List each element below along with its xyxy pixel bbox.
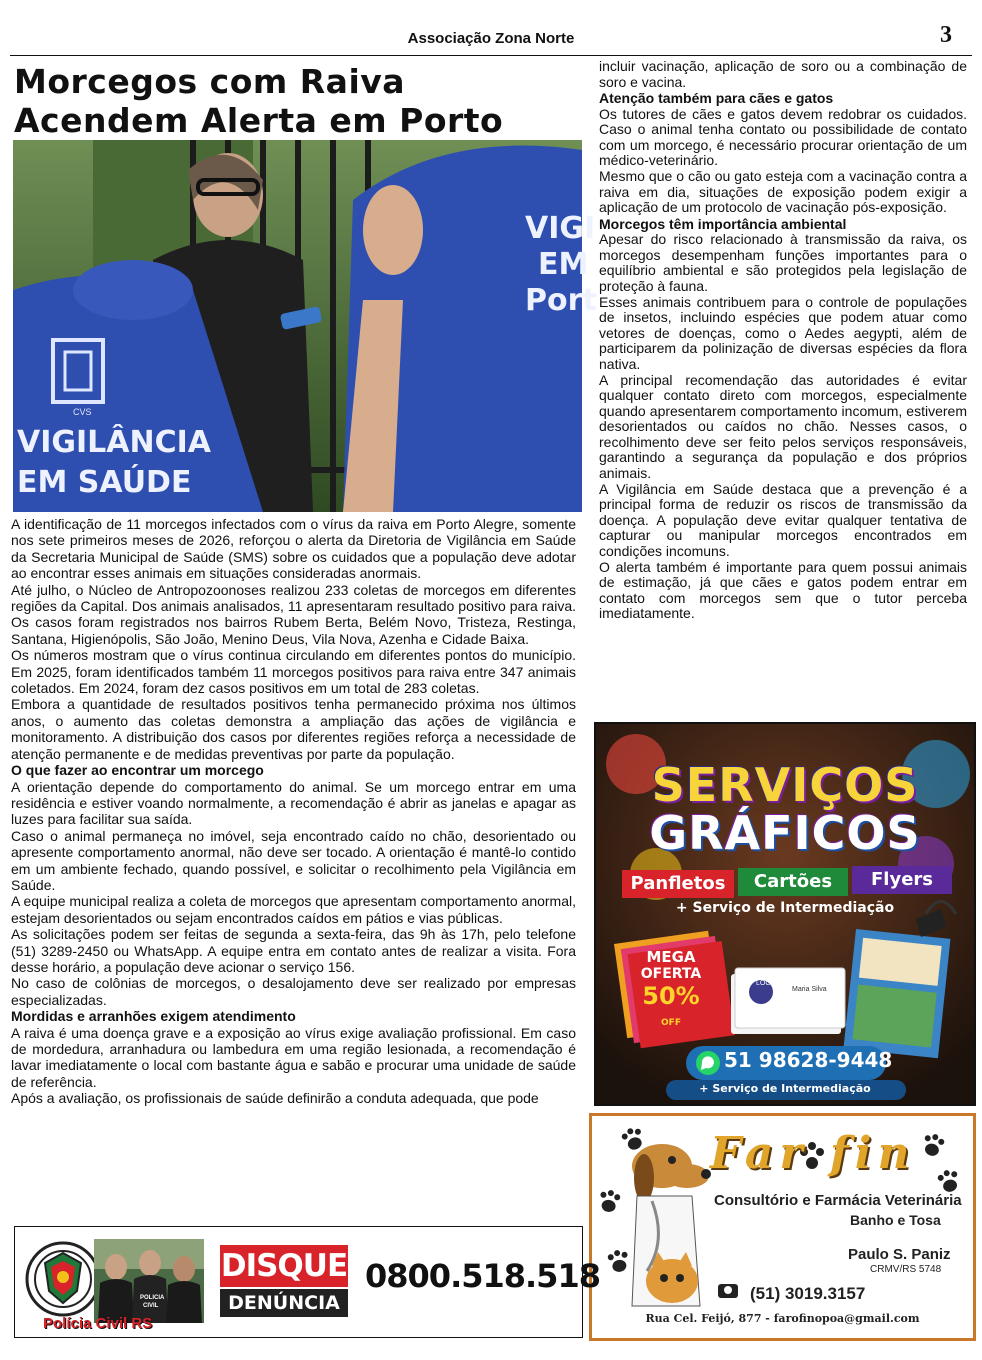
card-name: Maria Silva <box>792 986 827 993</box>
ad-graficos-phone[interactable]: 51 98628-9448 <box>724 1048 893 1072</box>
paragraph: incluir vacinação, aplicação de soro ou a combinação de soro e vacina. <box>599 58 967 90</box>
paragraph: As solicitações podem ser feitas de segunda a sexta-feira, das 9h às 17h, pelo telefone (51) 3289-2450 ou WhatsApp. A equipe entra em contato antes de realizar a visita. Fora desse horário, a população deve acionar o serviço 156. <box>11 926 576 975</box>
page-number: 3 <box>940 22 952 48</box>
officer-badge-2: CIVIL <box>143 1303 159 1309</box>
paragraph: A identificação de 11 morcegos infectados com o vírus da raiva em Porto Alegre, somente nos sete primeiros meses de 2026, reforçou o alerta da Diretoria de Vigilância em Saúde da Secretaria Municipal de Saúde (SMS) sobre os cuidados que a população deve adotar ao encontrar esses animais em situações consideradas anormais. <box>11 516 576 582</box>
ad-pill-panfletos: Panfletos <box>622 870 734 898</box>
promo-line-2: OFERTA <box>640 966 702 982</box>
vet-brand: Far fin <box>710 1128 916 1179</box>
article-body-column-1 <box>11 516 576 1107</box>
ad-graficos-title-1: SERVIÇOS <box>651 758 919 812</box>
photo-illustration <box>13 140 597 512</box>
ad-graficos-subtitle: + Serviço de Intermediação <box>675 900 895 916</box>
promo-badge <box>632 948 710 1038</box>
vet-phone[interactable]: (51) 3019.3157 <box>750 1284 866 1303</box>
officer-badge-1: POLICIA <box>140 1295 165 1301</box>
police-crest-icon <box>23 1239 103 1319</box>
paragraph: A principal recomendação das autoridades é evitar qualquer contato direto com morcegos, especialmente quando apresentarem comportamento incomum, estiverem desorientados ou caídos no chão. Nesses casos, o recolhimento deve ser feito pelos serviços responsáveis, garantindo a segurança da população e dos próprios animais. <box>599 371 967 482</box>
section-heading: O que fazer ao encontrar um morcego <box>11 762 264 779</box>
paragraph: A Vigilância em Saúde destaca que a prevenção é a principal forma de reduzir os riscos de transmissão da doença. A população deve evitar qualquer tentativa de capturar ou manipular morcegos encontrados em condições incomuns. <box>599 480 967 560</box>
header-rule <box>10 55 972 56</box>
section-heading: Atenção também para cães e gatos <box>599 90 834 107</box>
paragraph: Os números mostram que o vírus continua circulando em diferentes pontos do município. Em 2025, foram identificados também 11 morcegos positivos para raiva entre 347 animais coletados. Em 2024, foram dez casos positivos em um total de 283 coletas. <box>11 647 576 697</box>
ad-pill-cartoes: Cartões <box>738 868 848 896</box>
vet-crmv: CRMV/RS 5748 <box>870 1264 942 1275</box>
page-header <box>0 0 982 58</box>
promo-line-1: MEGA <box>646 948 696 966</box>
paragraph: Apesar do risco relacionado à transmissão da raiva, os morcegos desempenham funções importantes para o equilíbrio ambiental e são protegidos pela legislação de proteção à fauna. <box>599 231 967 294</box>
promo-line-4: OFF <box>661 1018 681 1028</box>
vet-name: Paulo S. Paniz <box>848 1246 951 1263</box>
disque-denuncia-banner[interactable] <box>14 1226 600 1338</box>
police-officers-photo <box>94 1239 204 1323</box>
photo-vest-text-3: VIGI <box>525 211 596 246</box>
paragraph: Após a avaliação, os profissionais de saúde definirão a conduta adequada, que pode <box>11 1090 539 1107</box>
paragraph: Esses animais contribuem para o controle de populações de insetos, incluindo espécies que podem atuar como vetores de doenças, como o Aedes aegypti, além de participarem da polinização de diversas espécies da flora nativa. <box>599 293 967 372</box>
photo-vest-text-5: Port <box>525 283 597 318</box>
ad-farofin[interactable] <box>589 1113 976 1341</box>
police-caption: Polícia Civil RS <box>43 1315 153 1332</box>
vet-line-2: Banho e Tosa <box>850 1212 941 1228</box>
vet-address: Rua Cel. Feijó, 877 - farofinopoa@gmail.com <box>645 1312 920 1325</box>
photo-vest-text-1: VIGILÂNCIA <box>17 425 212 460</box>
paragraph: Caso o animal permaneça no imóvel, seja encontrado caído no chão, desorientado ou apresente comportamento anormal, não deve ser tocado. A orientação é mantê-lo contido em um ambiente fechado, quando possível, e solicitar o recolhimento pela Vigilância em Saúde. <box>11 827 576 893</box>
denuncia-label: DENÚNCIA <box>220 1289 348 1317</box>
ad-pill-flyers: Flyers <box>852 866 952 894</box>
ad-graficos-footer: + Serviço de Intermediação <box>699 1082 871 1095</box>
vet-line-1: Consultório e Farmácia Veterinária <box>714 1192 962 1209</box>
paragraph: Até julho, o Núcleo de Antropozoonoses realizou 233 coletas de morcegos em diferentes regiões da Capital. Dos animais analisados, 11 apresentaram resultado positivo para raiva. Os casos foram registrados nos bairros Rubem Berta, Belém Novo, Tristeza, Restinga, Santana, Higienópolis, São João, Menino Deus, Vila Nova, Azenha e Cidade Baixa. <box>11 581 576 647</box>
ad-servicos-graficos[interactable] <box>594 722 976 1106</box>
ad-graficos-title-2: GRÁFICOS <box>649 806 921 860</box>
photo-logo-text: CVS <box>73 407 92 417</box>
promo-line-3: 50% <box>642 982 700 1010</box>
paragraph: No caso de colônias de morcegos, o desalojamento deve ser realizado por empresas especializadas. <box>11 975 576 1008</box>
card-logo: LOGO <box>756 980 777 987</box>
disque-number[interactable]: 0800.518.518 <box>365 1257 600 1295</box>
paragraph: A equipe municipal realiza a coleta de morcegos que apresentam comportamento anormal, estejam desorientados ou sejam encontrados caídos em pátios e vias públicas. <box>11 893 576 926</box>
paragraph: Mesmo que o cão ou gato esteja com a vacinação contra a raiva em dia, situações de exposição podem exigir a aplicação de um protocolo de vacinação pós-exposição. <box>599 167 967 216</box>
paragraph: O alerta também é importante para quem possui animais de estimação, já que cães e gatos podem entrar em contato com morcegos sem que o tutor perceba imediatamente. <box>599 558 967 622</box>
article-photo <box>13 140 597 512</box>
paragraph: A orientação depende do comportamento do animal. Se um morcego entrar em uma residência e estiver voando normalmente, a recomendação é abrir as janelas e apagar as luzes para facilitar sua saída. <box>11 778 576 828</box>
photo-vest-text-4: EM <box>538 247 589 282</box>
disque-label: DISQUE <box>220 1245 348 1287</box>
article-body-column-2 <box>599 59 967 622</box>
publication-name: Associação Zona Norte <box>407 30 575 47</box>
paragraph: Os tutores de cães e gatos devem redobrar os cuidados. Caso o animal tenha contato ou possibilidade de contato com um morcego, é necessário procurar orientação de um médico-veterinário. <box>599 105 967 169</box>
photo-vest-text-2: EM SAÚDE <box>17 465 192 500</box>
section-heading: Morcegos têm importância ambiental <box>599 215 847 232</box>
paragraph: A raiva é uma doença grave e a exposição ao vírus exige avaliação profissional. Em caso de mordedura, arranhadura ou lambedura em uma região lesionada, a recomendação é lavar imediatamente o local com bastante água e sabão e procurar uma unidade de saúde de referência. <box>11 1024 576 1090</box>
paragraph: Embora a quantidade de resultados positivos tenha permanecido próxima nos últimos anos, o aumento das coletas demonstra a ampliação das ações de vigilância e monitoramento. A distribuição dos casos por diferentes regiões reforça a necessidade de atenção permanente e de medidas preventivas por parte da população. <box>11 696 576 762</box>
section-heading: Mordidas e arranhões exigem atendimento <box>11 1008 296 1025</box>
article-headline: Morcegos com Raiva Acendem Alerta em Porto <box>14 62 504 140</box>
